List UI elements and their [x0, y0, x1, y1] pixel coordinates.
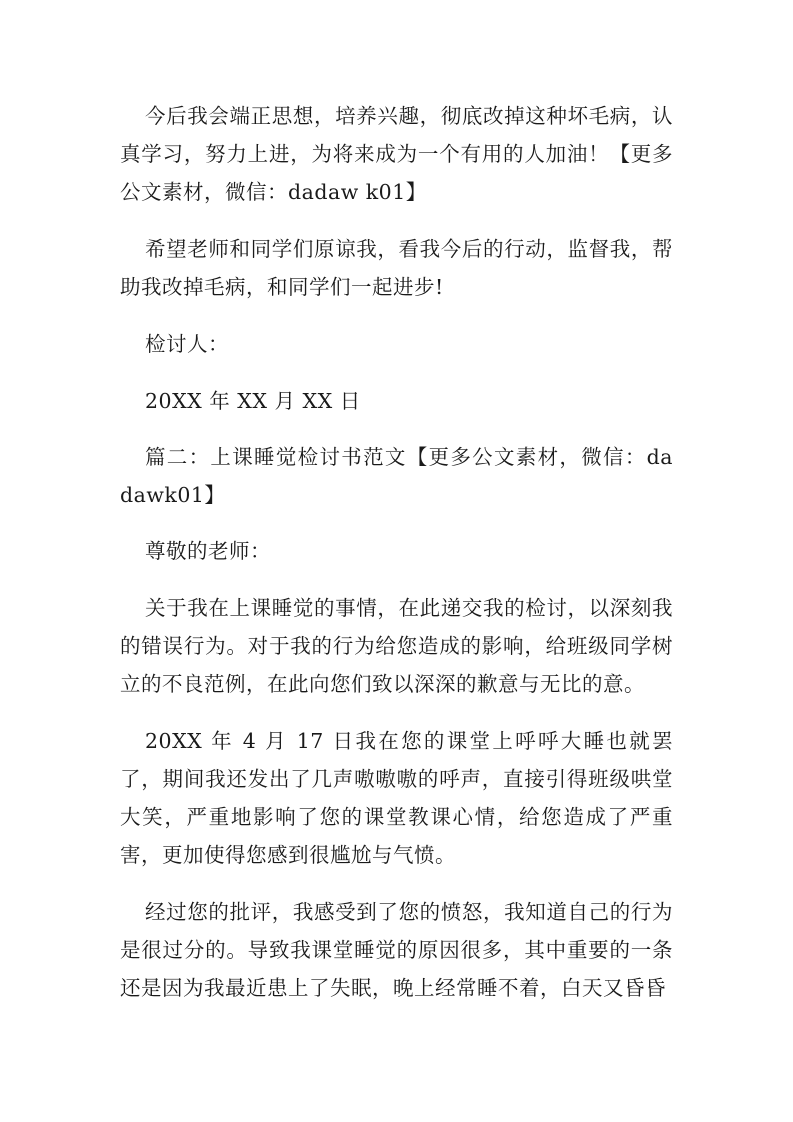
paragraph-signer-label: 检讨人：: [145, 332, 229, 356]
paragraph-apology-request: 希望老师和同学们原谅我，看我今后的行动，监督我，帮助我改掉毛病，和同学们一起进步!: [120, 237, 673, 299]
paragraph-incident: 20XX 年 4 月 17 日我在您的课堂上呼呼大睡也就罢了，期间我还发出了几声嗷嗷嗷的呼声，直接引得班级哄堂大笑，严重地影响了您的课堂教课心情，给您造成了严重害，更加使得您感到很尴尬与气愤。: [120, 729, 673, 867]
paragraph-resolution: 今后我会端正思想，培养兴趣，彻底改掉这种坏毛病，认真学习，努力上进，为将来成为一个有用的人加油！【更多公文素材，微信：dadaw k01】: [120, 104, 673, 204]
paragraph-date: 20XX 年 XX 月 XX 日: [145, 389, 361, 413]
paragraph-reflection: 经过您的批评，我感受到了您的愤怒，我知道自己的行为是很过分的。导致我课堂睡觉的原因很多，其中重要的一条还是因为我最近患上了失眠，晚上经常睡不着，白天又昏昏: [120, 900, 673, 1000]
section-heading: 篇二：上课睡觉检讨书范文【更多公文素材，微信：da dawk01】: [120, 445, 673, 507]
document-body: [120, 97, 673, 1007]
paragraph-intro: 关于我在上课睡觉的事情，在此递交我的检讨，以深刻我的错误行为。对于我的行为给您造成的影响，给班级同学树立的不良范例，在此向您们致以深深的歉意与无比的意。: [120, 596, 673, 696]
paragraph-salutation: 尊敬的老师：: [145, 539, 271, 563]
